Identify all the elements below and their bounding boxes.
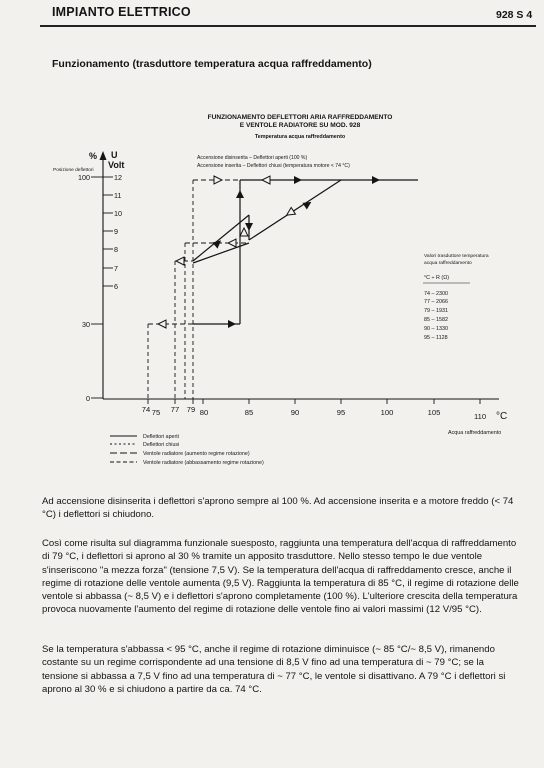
table-title-2: acqua raffreddamento: [424, 261, 472, 266]
body-paragraph-3: Se la temperatura s'abbassa < 95 °C, anche il regime di rotazione diminuisce (~ 85 °C/~ 8,5 V), rimanendo costante su un regime corrispondente ad una tensione di 8,5 V fino ad una temperatura di ~ 79 °C; se la tensione si abbassa a 7,5 V fino ad una temperatura di ~ 77 °C, le ventole si disattivano. A 79 °C i deflettori si aprono al 30 % e si chiudono a partire da ca. 74 °C.: [42, 644, 506, 695]
x-tick-105: 105: [427, 408, 441, 417]
pct-tick-100: 100: [78, 173, 90, 182]
table-header: °C ÷ R (Ω): [424, 275, 450, 281]
y-left-label: Posizione deflettori: [53, 168, 94, 173]
volt-tick-10: 10: [114, 209, 122, 218]
diagram-title-2: E VENTOLE RADIATORE SU MOD. 928: [239, 122, 361, 129]
x-tick-75: 75: [151, 408, 161, 417]
body-paragraph-1: Ad accensione disinserita i deflettori s'aprono sempre al 100 %. Ad accensione inserita e a motore freddo (< 74 °C) i deflettori si chiudono.: [42, 496, 514, 521]
volt-tick-9: 9: [114, 227, 118, 236]
diagram-note-1: Accensione disinserita – Deflettori aperti (100 %): [197, 155, 308, 161]
diagram-subtitle: Temperatura acqua raffreddamento: [254, 134, 346, 140]
pct-tick-0: 0: [86, 394, 90, 403]
open-arrows: [158, 176, 296, 328]
legend-item: Deflettori aperti: [143, 434, 179, 440]
volt-tick-7: 7: [114, 264, 118, 273]
y-right-unit: U: [111, 150, 118, 160]
y-axis-arrow: [100, 151, 107, 160]
percent-ticks: [78, 173, 103, 403]
ventole-abbassamento-lines: [148, 180, 249, 324]
x-tick-95: 95: [336, 408, 346, 417]
y-left-unit: %: [88, 151, 97, 161]
table-row: 90 – 1330: [424, 326, 448, 332]
legend-item: Ventole radiatore (aumento regime rotazione): [143, 451, 250, 457]
x-tick-74: 74: [141, 405, 151, 414]
volt-tick-12: 12: [114, 173, 122, 182]
x-tick-110: 110: [473, 412, 487, 421]
header-section-title: IMPIANTO ELETTRICO: [52, 5, 191, 19]
table-row: 95 – 1128: [424, 335, 448, 341]
section-title: Funzionamento (trasduttore temperatura acqua raffreddamento): [52, 58, 372, 70]
pct-tick-30: 30: [82, 320, 90, 329]
legend: [110, 434, 264, 466]
x-tick-80: 80: [199, 408, 209, 417]
table-row: 85 – 1582: [424, 317, 448, 323]
deflettori-chiusi-lines: [148, 180, 193, 399]
y-right-label: Volt: [108, 160, 125, 170]
x-ticks: [142, 399, 507, 422]
value-table: [423, 253, 489, 341]
x-unit: °C: [496, 411, 508, 422]
x-tick-85: 85: [244, 408, 254, 417]
diagram-note-2: Accensione inserita – Deflettori chiusi (temperatura motore < 74 °C): [197, 163, 350, 169]
table-row: 77 – 2066: [424, 299, 448, 305]
x-tick-77: 77: [170, 405, 180, 414]
table-row: 79 – 1931: [424, 308, 448, 314]
deflettori-aperti-lines: [193, 180, 418, 324]
legend-item: Deflettori chiusi: [143, 442, 180, 448]
body-paragraph-2: Così come risulta sul diagramma funzionale suesposto, raggiunta una temperatura dell'acqua di raffreddamento di 79 °C, i deflettori si aprono al 30 % tramite un apposito trasduttore. Nello stesso tempo le due ventole s'inseriscono "a mezza forza" (tensione 7,5 V). Se la temperatura dell'acqua di raffreddamento cresce, anche il regime di rotazione delle ventole aumenta (9,5 V). Raggiunta la temperatura di 85 °C, il regime di rotazione delle ventole si abbassa (~ 8,5 V) e i deflettori s'aprono completamente (100 %). L'ulteriore crescita della temperatura provoca nuovamente l'aumento del regime di rotazione delle ventole fino ai valori massimi (12 V/95 °C).: [42, 538, 519, 616]
volt-tick-6: 6: [114, 282, 118, 291]
table-row: 74 – 2300: [424, 291, 448, 297]
legend-item: Ventole radiatore (abbassamento regime rotazione): [143, 460, 264, 466]
x-tick-100: 100: [380, 408, 394, 417]
table-title-1: Valori trasduttore temperatura: [424, 254, 489, 259]
x-tick-90: 90: [290, 408, 300, 417]
x-tick-79: 79: [186, 405, 196, 414]
volt-tick-11: 11: [114, 191, 122, 200]
volt-ticks: [103, 173, 122, 291]
filled-arrows: [212, 176, 380, 328]
x-axis-label: Acqua raffreddamento: [448, 430, 502, 436]
volt-tick-8: 8: [114, 245, 118, 254]
diagram-title-1: FUNZIONAMENTO DEFLETTORI ARIA RAFFREDDAMENTO: [207, 114, 393, 121]
header-model: 928 S 4: [496, 9, 533, 21]
